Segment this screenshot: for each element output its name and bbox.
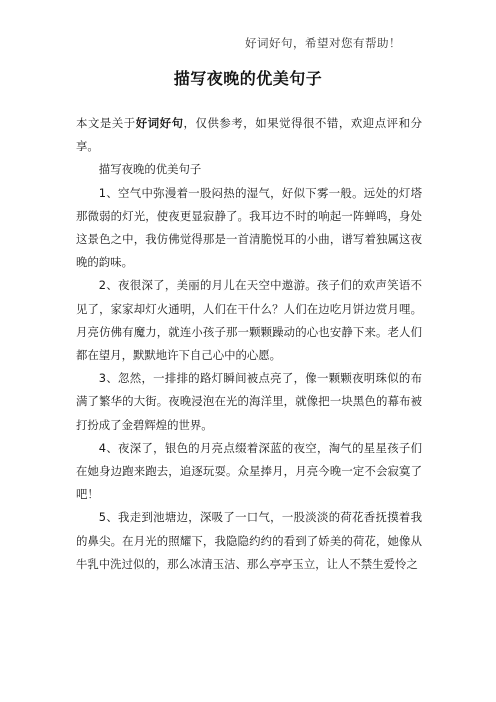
paragraph-4: 4、夜深了，银色的月亮点缀着深蓝的夜空，淘气的星星孩子们在她身边跑来跑去，追逐玩耍。众星捧月，月亮今晚一定不会寂寞了吧！: [76, 440, 422, 502]
paragraph-1: 1、空气中弥漫着一股闷热的湿气，好似下雾一般。远处的灯塔那微弱的灯光，使夜更显寂静了。我耳边不时的响起一阵蝉鸣，身处这景色之中，我仿佛觉得那是一首清脆悦耳的小曲，谱写着独属这夜晚的韵味。: [76, 185, 422, 270]
intro-suffix: ，仅供参考，如果觉得很不错，欢迎点评和分享。: [76, 116, 422, 154]
page-title: 描写夜晚的优美句子: [173, 69, 323, 88]
paragraph-2: 2、夜很深了，美丽的月儿在天空中遨游。孩子们的欢声笑语不见了，家家却灯火通明，人们在干什么？人们在边吃月饼边赏月哩。月亮仿佛有魔力，就连小孩子那一颗颗躁动的心也安静下来。老人们都在望月，默默地许下自己心中的心愿。: [76, 278, 422, 363]
paragraph-5: 5、我走到池塘边，深吸了一口气，一股淡淡的荷花香抚摸着我的鼻尖。在月光的照耀下，我隐隐约约的看到了娇美的荷花，她像从牛乳中洗过似的，那么冰清玉洁、那么亭亭玉立，让人不禁生爱怜之: [76, 510, 422, 571]
intro-prefix: 本文是关于: [76, 116, 136, 130]
paragraph-3: 3、忽然，一排排的路灯瞬间被点亮了，像一颗颗夜明珠似的布满了繁华的大街。夜晚浸泡在光的海洋里，就像把一块黑色的幕布被打扮成了金碧辉煌的世界。: [76, 371, 422, 432]
document-body: [76, 112, 422, 576]
header-note: 好词好句，希望对您有帮助！: [245, 36, 401, 50]
section-subtitle: 描写夜晚的优美句子: [98, 162, 202, 177]
intro-keyword-link[interactable]: 好词好句: [135, 116, 184, 130]
intro-paragraph: [76, 112, 422, 158]
